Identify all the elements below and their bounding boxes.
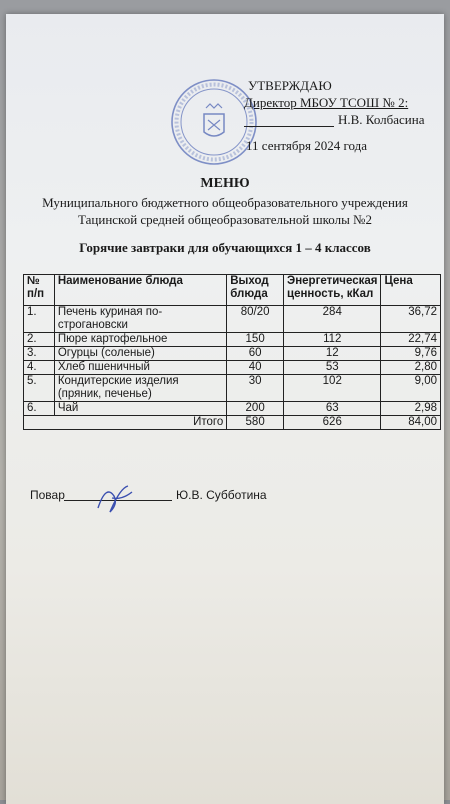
row-number: 2. — [24, 333, 55, 347]
cook-label: Повар — [30, 488, 65, 502]
row-dish-name: Огурцы (соленые) — [54, 347, 226, 361]
approval-heading: УТВЕРЖДАЮ — [248, 78, 332, 93]
row-price: 2,80 — [381, 361, 441, 375]
row-output: 60 — [227, 347, 284, 361]
total-output: 580 — [227, 416, 284, 430]
row-number: 3. — [24, 347, 55, 361]
row-output: 30 — [227, 375, 284, 402]
row-number: 4. — [24, 361, 55, 375]
row-dish-name: Печень куриная по- строгановски — [54, 306, 226, 333]
handwritten-signature — [92, 478, 136, 522]
approval-date: 11 сентября 2024 года — [246, 138, 368, 153]
row-price: 9,76 — [381, 347, 441, 361]
row-output: 200 — [227, 402, 284, 416]
organization-line-1: Муниципального бюджетного общеобразовательного учреждения — [42, 195, 408, 210]
table-row — [24, 347, 441, 361]
header-dish-name: Наименование блюда — [54, 275, 226, 306]
approval-director-name: Н.В. Колбасина — [338, 112, 425, 127]
row-energy: 112 — [284, 333, 381, 347]
cook-name: Ю.В. Субботина — [176, 488, 267, 502]
table-header-row — [24, 275, 441, 306]
row-energy: 12 — [284, 347, 381, 361]
row-dish-name: Хлеб пшеничный — [54, 361, 226, 375]
row-output: 40 — [227, 361, 284, 375]
header-energy: Энергетическая ценность, кКал — [284, 275, 381, 306]
menu-subtitle: Горячие завтраки для обучающихся 1 – 4 классов — [79, 240, 371, 255]
total-energy: 626 — [284, 416, 381, 430]
organization-line-2: Тацинской средней общеобразовательной школы №2 — [78, 212, 372, 227]
header-output: Выход блюда — [227, 275, 284, 306]
table-total-row — [24, 416, 441, 430]
menu-table — [23, 274, 441, 430]
total-price: 84,00 — [381, 416, 441, 430]
row-price: 2,98 — [381, 402, 441, 416]
row-price: 36,72 — [381, 306, 441, 333]
approval-position: Директор МБОУ ТСОШ № 2: — [244, 95, 409, 110]
row-energy: 53 — [284, 361, 381, 375]
table-row — [24, 375, 441, 402]
row-dish-name: Чай — [54, 402, 226, 416]
row-number: 6. — [24, 402, 55, 416]
header-price: Цена — [381, 275, 441, 306]
table-row — [24, 402, 441, 416]
row-energy: 63 — [284, 402, 381, 416]
total-label: Итого — [24, 416, 227, 430]
header-number: № п/п — [24, 275, 55, 306]
table-row — [24, 333, 441, 347]
table-row — [24, 361, 441, 375]
row-energy: 284 — [284, 306, 381, 333]
table-row — [24, 306, 441, 333]
row-dish-name: Кондитерские изделия (пряник, печенье) — [54, 375, 226, 402]
row-price: 9,00 — [381, 375, 441, 402]
row-energy: 102 — [284, 375, 381, 402]
approval-signature-line — [244, 112, 334, 127]
document-title: МЕНЮ — [200, 176, 250, 191]
row-price: 22,74 — [381, 333, 441, 347]
row-output: 150 — [227, 333, 284, 347]
row-dish-name: Пюре картофельное — [54, 333, 226, 347]
row-output: 80/20 — [227, 306, 284, 333]
row-number: 1. — [24, 306, 55, 333]
row-number: 5. — [24, 375, 55, 402]
